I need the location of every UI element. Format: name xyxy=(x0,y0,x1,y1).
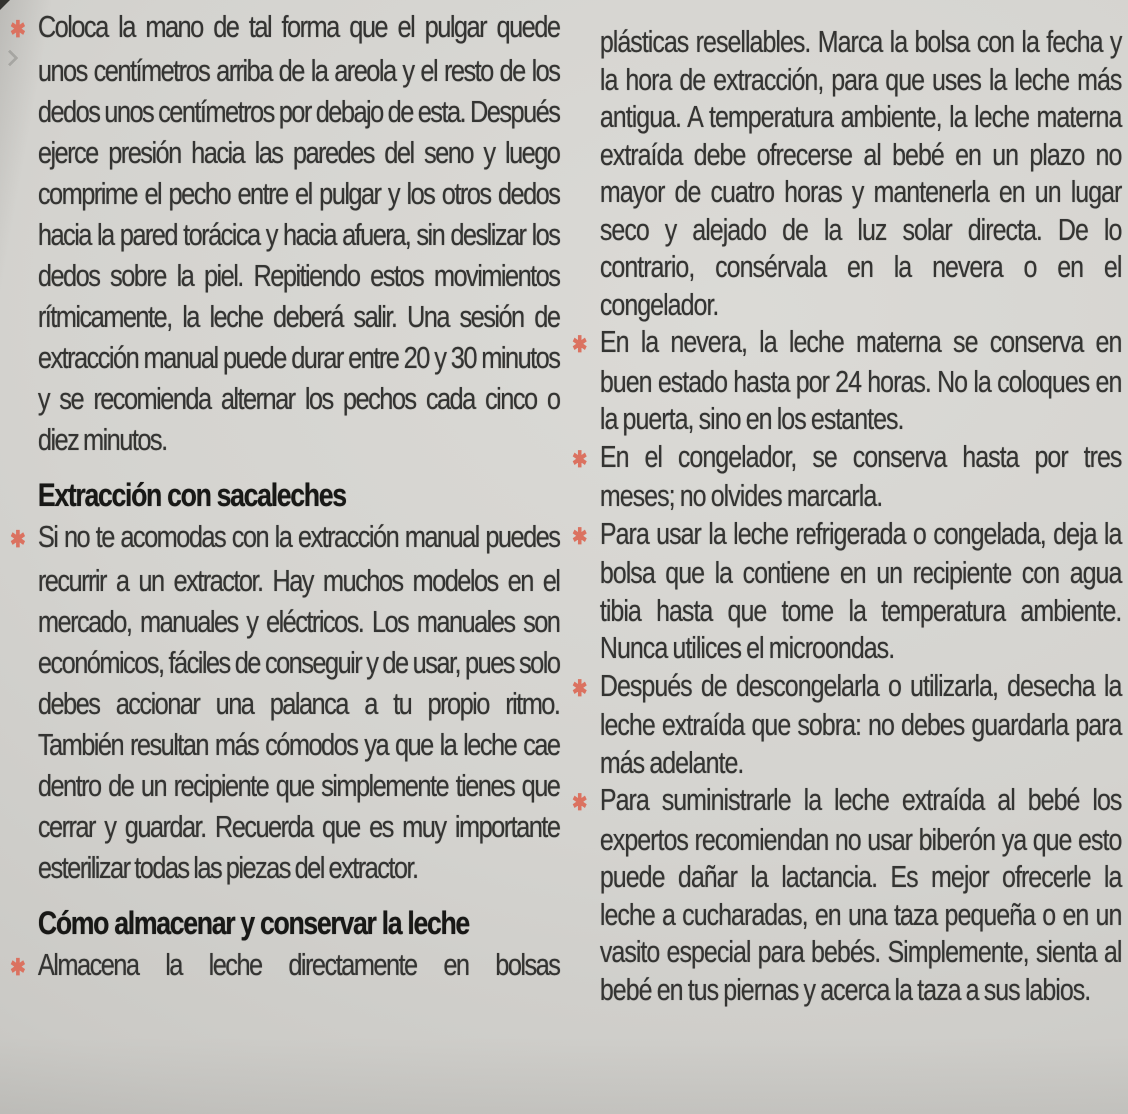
bullet-paragraph xyxy=(10,6,559,460)
paragraph-text: Almacena la leche directamente en bolsas xyxy=(37,947,560,982)
section-heading: Extracción con sacaleches xyxy=(37,477,346,513)
bullet-paragraph xyxy=(572,324,1121,439)
bullet-asterisk-icon: ✱ xyxy=(10,526,26,552)
bullet-asterisk-icon: ✱ xyxy=(10,16,26,42)
paragraph-text: En la nevera, la leche materna se conserva en buen estado hasta por 24 horas. No la coloques en la puerta, sino en los estantes. xyxy=(599,325,1122,436)
bullet-paragraph xyxy=(10,944,559,988)
bullet-asterisk-icon: ✱ xyxy=(572,332,588,357)
paragraph-text: Para usar la leche refrigerada o congelada, deja la bolsa que la contiene en un recipiente con agua tibia hasta que tome la temperatura ambiente. Nunca utilices el microondas. xyxy=(599,516,1122,665)
bullet-asterisk-icon: ✱ xyxy=(572,675,588,701)
text-column-left xyxy=(10,6,559,988)
paragraph-text: Si no te acomodas con la extracción manual puedes recurrir a un extractor. Hay muchos modelos en el mercado, manuales y eléctricos. Los manuales son económicos, fáciles de conseguir y de usar, pues solo debes accionar una palanca a tu propio ritmo. También resultan más cómodos ya que la leche cae dentro de un recipiente que simplemente tienes que cerrar y guardar. Recuerda que es muy importante esterilizar todas las piezas del extractor. xyxy=(37,519,560,885)
bullet-asterisk-icon: ✱ xyxy=(572,523,588,549)
bullet-paragraph xyxy=(572,516,1121,668)
paragraph-text: Coloca la mano de tal forma que el pulgar quede unos centímetros arriba de la areola y el resto de los dedos unos centímetros por debajo de esta. Después ejerce presión hacia las paredes del seno y luego comprime el pecho entre el pulgar y los otros dedos hacia la pared torácica y hacia afuera, sin deslizar los dedos sobre la piel. Repitiendo estos movimientos rítmicamente, la leche deberá salir. Una sesión de extracción manual puede durar entre 20 y 30 minutos y se recomienda alternar los pechos cada cinco o diez minutos. xyxy=(37,9,560,457)
bullet-paragraph xyxy=(10,516,559,888)
paragraph-text: plásticas resellables. Marca la bolsa con la fecha y la hora de extracción, para que uses la leche más antigua. A temperatura ambiente, la leche materna extraída debe ofrecerse al bebé en un plazo no mayor de cuatro horas y mantenerla en un lugar seco y alejado de la luz solar directa. De lo contrario, consérvala en la nevera o en el congelador. xyxy=(599,25,1122,322)
paragraph-text: Para suministrarle la leche extraída al bebé los expertos recomiendan no usar biberón ya que esto puede dañar la lactancia. Es mejor ofrecerle la leche a cucharadas, en una taza pequeña o en un vasito especial para bebés. Simplemente, sienta al bebé en tus piernas y acerca la taza a sus labios. xyxy=(599,783,1122,1007)
bullet-paragraph xyxy=(572,668,1121,783)
paragraph-continuation xyxy=(572,24,1121,324)
text-column-right xyxy=(572,24,1121,1009)
bullet-paragraph xyxy=(572,782,1121,1009)
paragraph-text: En el congelador, se conserva hasta por tres meses; no olvides marcarla. xyxy=(599,439,1122,513)
bullet-asterisk-icon: ✱ xyxy=(572,790,588,815)
paragraph-text: Después de descongelarla o utilizarla, desecha la leche extraída que sobra: no debes guardarla para más adelante. xyxy=(599,668,1122,780)
bullet-asterisk-icon: ✱ xyxy=(10,954,26,980)
bullet-asterisk-icon: ✱ xyxy=(572,446,588,472)
bullet-paragraph xyxy=(572,439,1121,516)
section-heading: Cómo almacenar y conservar la leche xyxy=(37,905,469,941)
